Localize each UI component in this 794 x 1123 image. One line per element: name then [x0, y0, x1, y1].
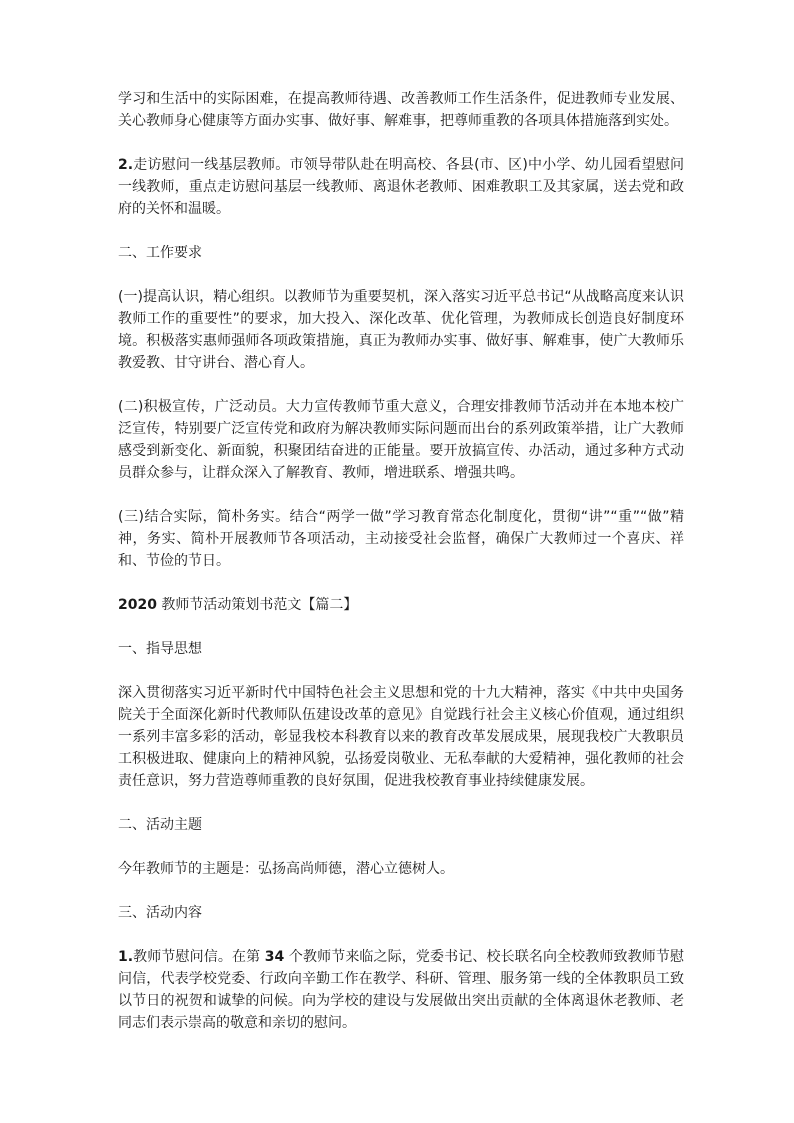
heading-year: 2020 [118, 597, 157, 613]
paragraph-activity-theme: 今年教师节的主题是：弘扬高尚师德，潜心立德树人。 [118, 861, 454, 877]
paragraph-visit-teachers [118, 154, 684, 220]
heading-guiding-ideology: 一、指导思想 [118, 641, 202, 657]
paragraph-publicity: (二)积极宣传，广泛动员。大力宣传教师节重大意义，合理安排教师节活动并在本地本校广泛宣传，特别要广泛宣传党和政府为解决教师实际问题而出台的系列政策举措，让广大教师感受到新变化、新面貌，积聚团结奋进的正能量。要开放搞宣传、办活动，通过多种方式动员群众参与，让群众深入了解教育、教师，增进联系、增强共鸣。 [118, 399, 684, 481]
document-page [118, 88, 684, 1034]
paragraph-continued: 学习和生活中的实际困难，在提高教师待遇、改善教师工作生活条件，促进教师专业发展、关心教师身心健康等方面办实事、做好事、解难事，把尊师重教的各项具体措施落到实处。 [118, 91, 684, 129]
festival-number: 34 [264, 949, 285, 965]
paragraph-text: 教师节慰问信。在第 [133, 949, 265, 965]
paragraph-text: 走访慰问一线基层教师。市领导带队赴在明高校、各县(市、区)中小学、幼儿园看望慰问一线教师，重点走访慰问基层一线教师、离退休老教师、困难教职工及其家属，送去党和政府的关怀和温暖。 [118, 157, 684, 217]
heading-work-requirements: 二、工作要求 [118, 245, 202, 261]
heading-activity-content: 三、活动内容 [118, 905, 202, 921]
paragraph-guiding-ideology: 深入贯彻落实习近平新时代中国特色社会主义思想和党的十九大精神，落实《中共中央国务院关于全面深化新时代教师队伍建设改革的意见》自觉践行社会主义核心价值观，通过组织一系列丰富多彩的活动，彰显我校本科教育以来的教育改革发展成果，展现我校广大教职员工积极进取、健康向上的精神风貌，弘扬爱岗敬业、无私奉献的大爱精神，强化教师的社会责任意识，努力营造尊师重教的良好氛围，促进我校教育事业持续健康发展。 [118, 685, 684, 789]
heading-activity-theme: 二、活动主题 [118, 817, 202, 833]
paragraph-condolence-letter [118, 946, 684, 1034]
paragraph-raise-awareness: (一)提高认识，精心组织。以教师节为重要契机，深入落实习近平总书记“从战略高度来认识教师工作的重要性”的要求，加大投入、深化改革、优化管理，为教师成长创造良好制度环境。积极落实惠师强师各项政策措施，真正为教师办实事、做好事、解难事，使广大教师乐教爱教、甘守讲台、潜心育人。 [118, 289, 684, 371]
item-number: 2. [118, 157, 134, 173]
heading-part-two [118, 594, 684, 616]
paragraph-practical: (三)结合实际，简朴务实。结合“两学一做”学习教育常态化制度化，贯彻“讲”“重”“做”精神，务实、简朴开展教师节各项活动，主动接受社会监督，确保广大教师过一个喜庆、祥和、节俭的节日。 [118, 509, 684, 569]
paragraph-text: 个教师节来临之际，党委书记、校长联名向全校教师致教师节慰问信，代表学校党委、行政向辛勤工作在教学、科研、管理、服务第一线的全体教职员工致以节日的祝贺和诚挚的问候。向为学校的建设与发展做出突出贡献的全体离退休老教师、老同志们表示崇高的敬意和亲切的慰问。 [118, 949, 684, 1031]
heading-part-two-text: 教师节活动策划书范文【篇二】 [156, 597, 358, 613]
item-number: 1. [118, 949, 134, 965]
